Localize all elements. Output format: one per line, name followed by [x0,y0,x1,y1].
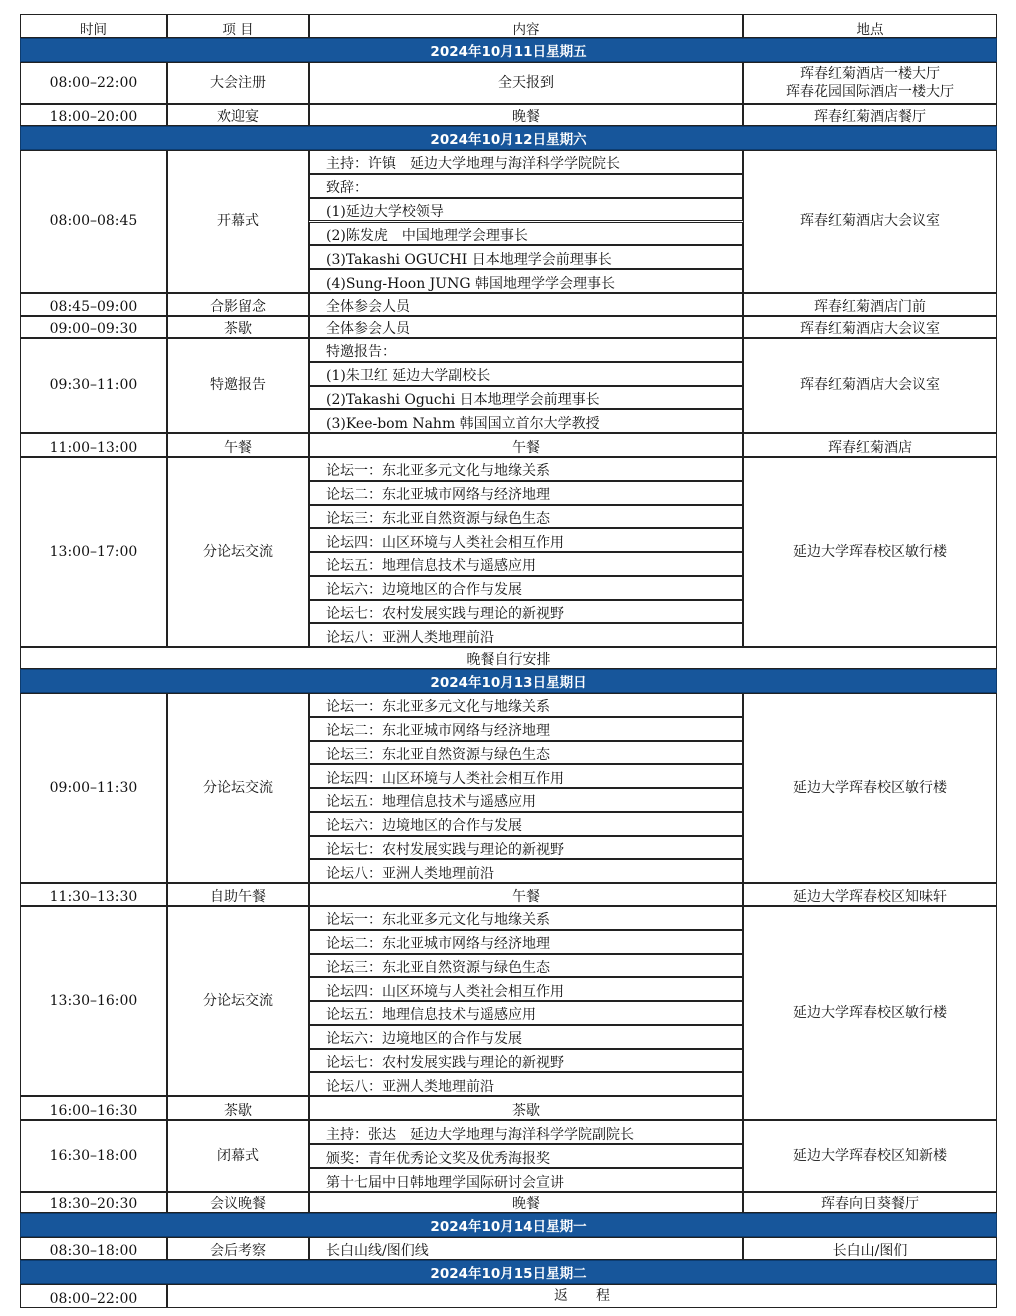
place-cell: 延边大学珲春校区敏行楼 [743,906,997,1120]
item-cell: 合影留念 [167,293,309,316]
content-cell: 茶歇 [309,1096,743,1120]
content-line: 论坛三：东北亚自然资源与绿色生态 [309,505,743,529]
content-line: 论坛八：亚洲人类地理前沿 [309,1072,743,1096]
time-cell: 11:00–13:00 [20,433,167,457]
content-line: 论坛八：亚洲人类地理前沿 [309,859,743,883]
item-cell: 欢迎宴 [167,104,309,126]
content-line: 论坛二：东北亚城市网络与经济地理 [309,930,743,954]
item-cell: 分论坛交流 [167,906,309,1096]
day-header: 2024年10月12日星期六 [20,126,997,150]
content-line: 论坛六：边境地区的合作与发展 [309,812,743,836]
item-cell: 会议晚餐 [167,1192,309,1213]
item-cell: 自助午餐 [167,883,309,906]
day-header: 2024年10月15日星期二 [20,1260,997,1284]
time-cell: 08:00–22:00 [20,1284,167,1308]
place-cell-line: 珲春花园国际酒店一楼大厅 [786,84,954,100]
content-cell: 全天报到 [309,62,743,104]
item-cell: 茶歇 [167,1096,309,1120]
content-line: 第十七届中日韩地理学国际研讨会宣讲 [309,1168,743,1192]
place-cell: 延边大学珲春校区知新楼 [743,1120,997,1192]
time-cell: 13:30–16:00 [20,906,167,1096]
content-line: 颁奖：青年优秀论文奖及优秀海报奖 [309,1144,743,1168]
time-cell: 08:00–08:45 [20,150,167,293]
place-cell [743,62,997,104]
time-cell: 09:00–11:30 [20,693,167,883]
place-cell-line: 珲春红菊酒店一楼大厅 [800,65,940,82]
item-cell: 闭幕式 [167,1120,309,1192]
header-item: 项 目 [167,14,309,38]
header-time: 时间 [20,14,167,38]
content-cell: 长白山线/图们线 [309,1237,743,1260]
content-cell: 晚餐 [309,1192,743,1213]
day-header: 2024年10月11日星期五 [20,38,997,62]
content-line: 论坛四：山区环境与人类社会相互作用 [309,764,743,788]
time-cell: 16:30–18:00 [20,1120,167,1192]
note-row: 晚餐自行安排 [20,647,997,669]
day-header: 2024年10月14日星期一 [20,1213,997,1237]
item-cell: 分论坛交流 [167,457,309,647]
item-cell: 开幕式 [167,150,309,293]
content-line: 论坛四：山区环境与人类社会相互作用 [309,977,743,1001]
content-line: (4)Sung-Hoon JUNG 韩国地理学学会理事长 [309,269,743,293]
content-line: 论坛五：地理信息技术与遥感应用 [309,552,743,576]
place-cell: 珲春红菊酒店大会议室 [743,338,997,433]
content-line: (3)Kee-bom Nahm 韩国国立首尔大学教授 [309,409,743,433]
content-cell: 晚餐 [309,104,743,126]
content-line: 论坛三：东北亚自然资源与绿色生态 [309,741,743,765]
time-cell: 18:00–20:00 [20,104,167,126]
content-line: 论坛六：边境地区的合作与发展 [309,1025,743,1049]
time-cell: 09:30–11:00 [20,338,167,433]
time-cell: 09:00–09:30 [20,316,167,338]
content-line: 论坛七：农村发展实践与理论的新视野 [309,600,743,624]
item-cell: 特邀报告 [167,338,309,433]
place-cell: 珲春红菊酒店 [743,433,997,457]
item-cell: 会后考察 [167,1237,309,1260]
time-cell: 11:30–13:30 [20,883,167,906]
content-line: 论坛七：农村发展实践与理论的新视野 [309,1049,743,1073]
content-line: (2)陈发虎 中国地理学会理事长 [309,222,743,246]
place-cell: 珲春红菊酒店餐厅 [743,104,997,126]
time-cell: 08:30–18:00 [20,1237,167,1260]
time-cell: 08:00–22:00 [20,62,167,104]
content-cell: 返 程 [167,1284,997,1308]
place-cell: 延边大学珲春校区敏行楼 [743,457,997,647]
place-cell: 长白山/图们 [743,1237,997,1260]
content-cell: 全体参会人员 [309,316,743,338]
place-cell: 珲春红菊酒店大会议室 [743,150,997,293]
header-place: 地点 [743,14,997,38]
content-cell: 全体参会人员 [309,293,743,316]
time-cell: 16:00–16:30 [20,1096,167,1120]
header-content: 内容 [309,14,743,38]
place-cell: 延边大学珲春校区知味轩 [743,883,997,906]
content-line: (1)朱卫红 延边大学副校长 [309,362,743,386]
content-line: 论坛七：农村发展实践与理论的新视野 [309,836,743,860]
content-line: 论坛一：东北亚多元文化与地缘关系 [309,457,743,481]
content-line: 论坛五：地理信息技术与遥感应用 [309,788,743,812]
place-cell: 珲春向日葵餐厅 [743,1192,997,1213]
place-cell: 珲春红菊酒店大会议室 [743,316,997,338]
content-line: 特邀报告： [309,338,743,362]
content-line: 主持：许镇 延边大学地理与海洋科学学院院长 [309,150,743,174]
content-line: (1)延边大学校领导 [309,198,743,222]
content-line: 论坛一：东北亚多元文化与地缘关系 [309,906,743,930]
content-line: 论坛一：东北亚多元文化与地缘关系 [309,693,743,717]
content-line: 论坛二：东北亚城市网络与经济地理 [309,481,743,505]
content-line: 论坛八：亚洲人类地理前沿 [309,623,743,647]
item-cell: 大会注册 [167,62,309,104]
content-cell: 午餐 [309,433,743,457]
content-line: 论坛六：边境地区的合作与发展 [309,576,743,600]
content-line: 论坛四：山区环境与人类社会相互作用 [309,528,743,552]
item-cell: 分论坛交流 [167,693,309,883]
content-cell: 午餐 [309,883,743,906]
time-cell: 13:00–17:00 [20,457,167,647]
content-line: 论坛二：东北亚城市网络与经济地理 [309,717,743,741]
content-line: (2)Takashi Oguchi 日本地理学会前理事长 [309,386,743,410]
item-cell: 茶歇 [167,316,309,338]
item-cell: 午餐 [167,433,309,457]
place-cell: 珲春红菊酒店门前 [743,293,997,316]
time-cell: 08:45–09:00 [20,293,167,316]
time-cell: 18:30–20:30 [20,1192,167,1213]
content-line: 致辞： [309,174,743,198]
content-line: 论坛五：地理信息技术与遥感应用 [309,1001,743,1025]
content-line: (3)Takashi OGUCHI 日本地理学会前理事长 [309,245,743,269]
content-line: 主持：张达 延边大学地理与海洋科学学院副院长 [309,1120,743,1144]
content-line: 论坛三：东北亚自然资源与绿色生态 [309,954,743,978]
place-cell: 延边大学珲春校区敏行楼 [743,693,997,883]
day-header: 2024年10月13日星期日 [20,669,997,693]
